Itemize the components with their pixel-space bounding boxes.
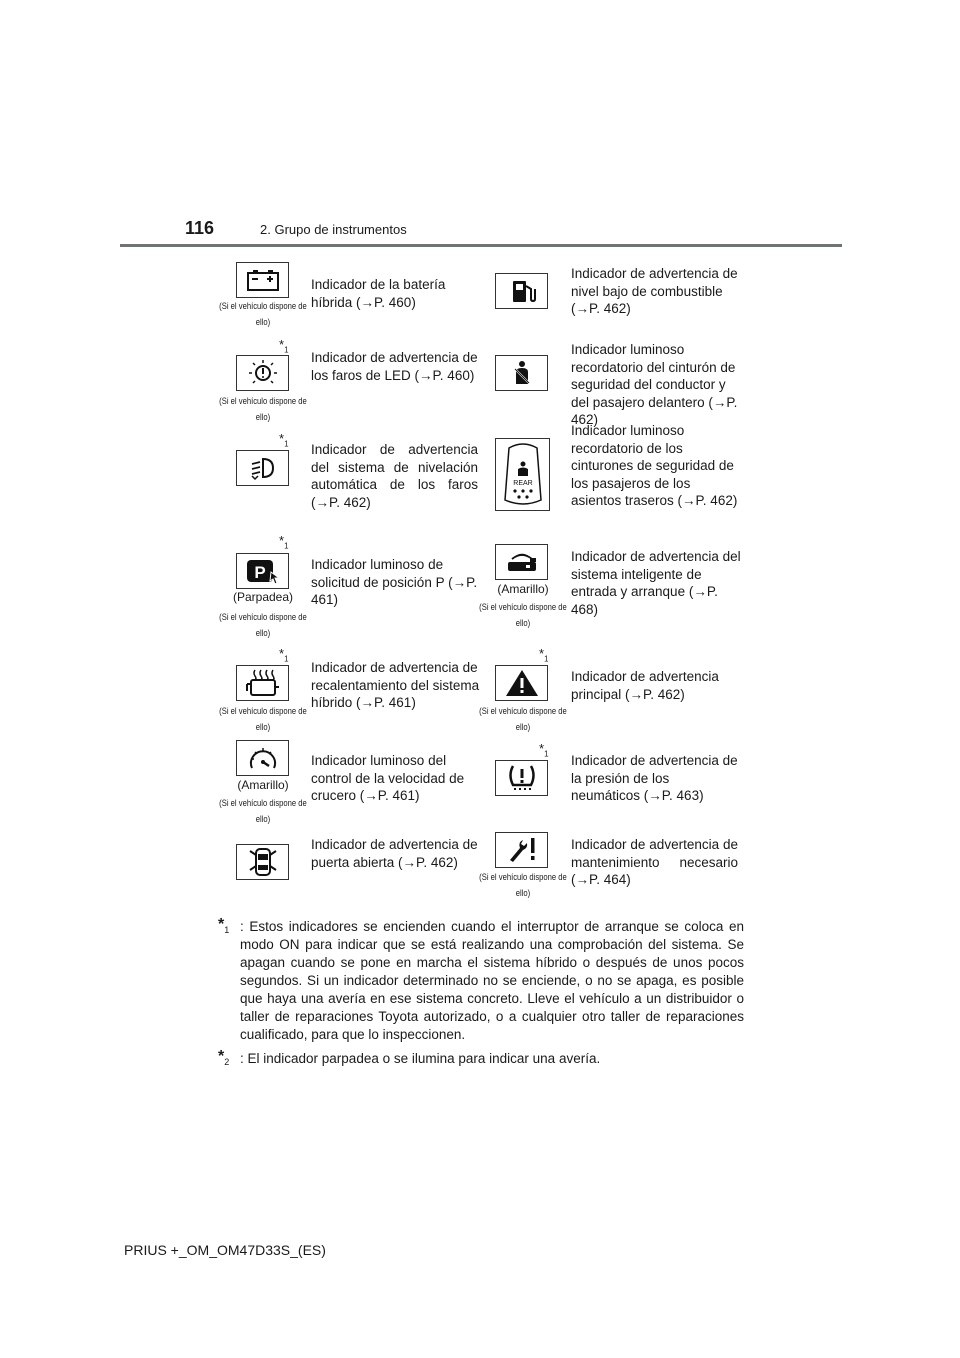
- footnote-2-text: : El indicador parpadea o se ilumina para indicar una avería.: [240, 1051, 601, 1066]
- footnote-1-marker: $*_1$: [539, 646, 549, 664]
- svg-text:P: P: [253, 563, 266, 582]
- maintenance-description: Indicador de advertencia de mantenimiento necesario (→P. 464): [571, 837, 738, 888]
- vehicle-note-caption: (Si el vehículo dispone de ello): [219, 798, 307, 824]
- footnote-1-marker: $*_1$: [279, 337, 289, 355]
- headlight-leveling-description: Indicador de advertencia del sistema de nivelación automática de los faros (→P. 462): [311, 442, 478, 510]
- hybrid-battery-description: Indicador de la batería híbrida (→P. 460): [311, 277, 446, 310]
- vehicle-note-caption: (Si el vehículo dispone de ello): [219, 301, 307, 327]
- cruise-control-icon: [236, 740, 289, 776]
- footnote-2: [218, 1050, 744, 1068]
- header-rule: [120, 244, 842, 247]
- door-open-description: Indicador de advertencia de puerta abierta (→P. 462): [311, 837, 478, 870]
- cruise-control-description: Indicador luminoso del control de la velocidad de crucero (→P. 461): [311, 753, 465, 804]
- rear-label: REAR: [512, 479, 533, 487]
- page-number: 116: [185, 218, 215, 238]
- vehicle-note-caption: (Si el vehículo dispone de ello): [219, 612, 307, 638]
- footnote-1-marker: $*_1$: [539, 741, 549, 759]
- footnote-1-marker: $*_1$: [279, 533, 289, 551]
- hybrid-battery-icon: [236, 262, 289, 298]
- fuel-warning-description: Indicador de advertencia de nivel bajo de combustible (→P. 462): [571, 266, 738, 317]
- document-code: PRIUS +_OM_OM47D33S_(ES): [124, 1242, 326, 1258]
- section-title: 2. Grupo de instrumentos: [260, 222, 407, 237]
- vehicle-note-caption: (Si el vehículo dispone de ello): [479, 602, 567, 628]
- tire-pressure-warning-icon: [495, 760, 548, 796]
- smart-entry-description: Indicador de advertencia del sistema inteligente de entrada y arranque (→P. 468): [571, 549, 741, 617]
- hybrid-overheat-icon: [236, 665, 289, 701]
- hybrid-overheat-description: Indicador de advertencia de recalentamiento del sistema híbrido (→P. 461): [311, 660, 480, 711]
- vehicle-note-caption: (Si el vehículo dispone de ello): [479, 706, 567, 732]
- master-warning-icon: [495, 665, 548, 701]
- blink-caption: (Parpadea): [232, 590, 294, 604]
- rear-seatbelt-reminder-icon: [495, 438, 550, 511]
- p-position-description: Indicador luminoso de solicitud de posición P (→P. 461): [311, 557, 478, 608]
- master-warning-description: Indicador de advertencia principal (→P. 462): [571, 669, 719, 702]
- vehicle-note-caption: (Si el vehículo dispone de ello): [219, 706, 307, 732]
- footnote-1: [218, 918, 744, 1044]
- footnote-1-text: : Estos indicadores se encienden cuando el interruptor de arranque se coloca en modo ON para indicar que se está realizando una comprobación del sistema. Se apagan cuando se pone en marcha el sistema híbrido o después de unos pocos segundos. Si un indicador determinado no se enciende, o no se apaga, es posible que haya una avería en ese sistema concreto. Lleve el vehículo a un distribuidor o taller de reparaciones Toyota autorizado, o a cualquier otro taller de reparaciones cualificado, para que lo inspeccionen.: [240, 919, 744, 1042]
- yellow-caption: (Amarillo): [237, 778, 289, 792]
- vehicle-note-caption: (Si el vehículo dispone de ello): [479, 872, 567, 898]
- footnote-1-marker: $*_1$: [279, 646, 289, 664]
- footnote-1-mark: $*_1$: [218, 916, 230, 936]
- footnote-1-marker: $*_1$: [279, 431, 289, 449]
- tire-pressure-description: Indicador de advertencia de la presión de los neumáticos (→P. 463): [571, 753, 738, 804]
- seatbelt-reminder-icon: [495, 355, 548, 391]
- smart-key-system-icon: [495, 544, 548, 580]
- led-headlight-description: Indicador de advertencia de los faros de LED (→P. 460): [311, 350, 478, 383]
- door-open-icon: [236, 844, 289, 880]
- fuel-pump-icon: [495, 273, 548, 309]
- p-position-request-icon: [236, 553, 289, 589]
- headlight-leveling-icon: [236, 450, 289, 486]
- led-headlight-warning-icon: [236, 355, 289, 391]
- footnote-2-mark: $*_2$: [218, 1048, 230, 1068]
- yellow-caption: (Amarillo): [497, 582, 549, 596]
- seatbelt-front-description: Indicador luminoso recordatorio del cinturón de seguridad del conductor y del pasajero delantero (→P. 462): [571, 342, 738, 428]
- seatbelt-rear-description: Indicador luminoso recordatorio de los cinturones de seguridad de los pasajeros de los asientos traseros (→P. 462): [571, 423, 738, 509]
- maintenance-required-icon: [495, 832, 548, 868]
- footnotes: [218, 918, 744, 1074]
- vehicle-note-caption: (Si el vehículo dispone de ello): [219, 396, 307, 422]
